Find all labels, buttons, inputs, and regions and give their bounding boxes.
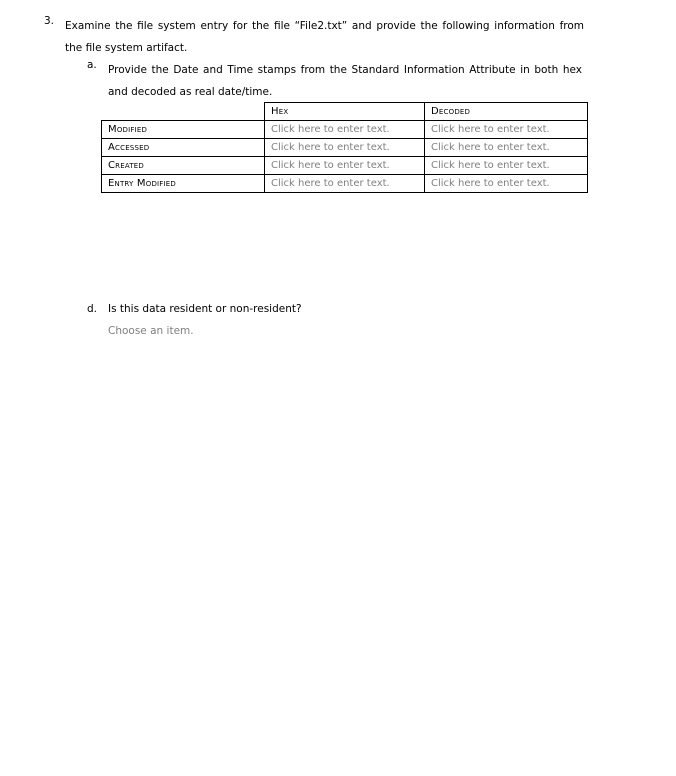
row-label-modified: Modified <box>102 121 265 139</box>
table-header-row <box>102 103 588 121</box>
part-a-text: Provide the Date and Time stamps from the Standard Information Attribute in both hex and decoded as real date/time. <box>108 64 582 98</box>
table-row <box>102 139 588 157</box>
table-row <box>102 157 588 175</box>
created-hex-field[interactable]: Click here to enter text. <box>265 157 425 175</box>
accessed-hex-field[interactable]: Click here to enter text. <box>265 139 425 157</box>
part-d-text: Is this data resident or non-resident? <box>108 303 302 315</box>
table-row <box>102 175 588 193</box>
table-row <box>102 121 588 139</box>
part-a-letter: a. <box>87 59 97 71</box>
row-label-accessed: Accessed <box>102 139 265 157</box>
hex-column-header: Hex <box>265 103 425 121</box>
row-label-entry-modified: Entry Modified <box>102 175 265 193</box>
entry-modified-decoded-field[interactable]: Click here to enter text. <box>425 175 588 193</box>
modified-hex-field[interactable]: Click here to enter text. <box>265 121 425 139</box>
modified-decoded-field[interactable]: Click here to enter text. <box>425 121 588 139</box>
created-decoded-field[interactable]: Click here to enter text. <box>425 157 588 175</box>
accessed-decoded-field[interactable]: Click here to enter text. <box>425 139 588 157</box>
decoded-column-header: Decoded <box>425 103 588 121</box>
resident-dropdown[interactable]: Choose an item. <box>108 325 194 337</box>
timestamp-table <box>101 102 588 193</box>
part-d-letter: d. <box>87 303 98 315</box>
table-corner-cell <box>102 103 265 121</box>
entry-modified-hex-field[interactable]: Click here to enter text. <box>265 175 425 193</box>
question-3-text: Examine the file system entry for the file “File2.txt” and provide the following information from the file system artifact. <box>65 20 584 54</box>
row-label-created: Created <box>102 157 265 175</box>
question-3-number: 3. <box>44 15 55 27</box>
